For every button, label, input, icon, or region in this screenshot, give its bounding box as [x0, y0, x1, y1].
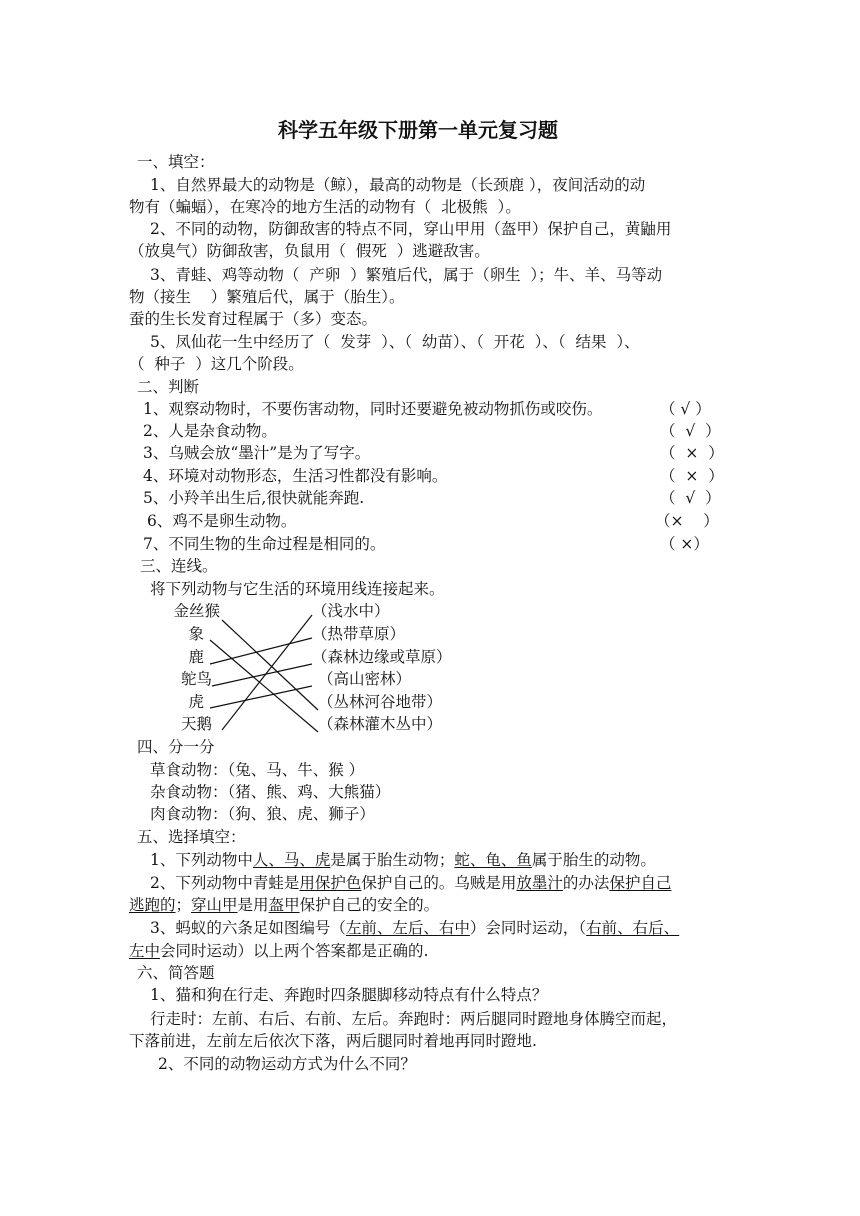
short-answer-line: 1、猫和狗在行走、奔跑时四条腿脚移动特点有什么特点？ — [150, 986, 548, 1004]
section-judge-heading: 二、判断 — [137, 378, 200, 396]
judge-item-mark: （ √ ） — [660, 489, 721, 507]
fill-line: 物有（蝙蝠），在寒冷的地方生活的动物有（ 北极熊 ）。 — [129, 198, 521, 216]
habitat-jungle-valley: （丛林河谷地带） — [318, 693, 443, 711]
judge-item-mark: （ × ） — [660, 444, 724, 462]
habitat-forest-shrub: （森林灌木丛中） — [318, 715, 443, 733]
judge-item-text: 2、人是杂食动物。 — [143, 422, 277, 440]
judge-item-text: 3、乌贼会放“墨汁”是为了写字。 — [143, 444, 371, 462]
animal-swan: 天鹅 — [180, 715, 212, 733]
habitat-forest-edge: （森林边缘或草原） — [312, 648, 452, 666]
judge-item-mark: （ √ ） — [660, 422, 721, 440]
match-line — [222, 620, 318, 710]
match-instruction: 将下列动物与它生活的环境用线连接起来。 — [150, 580, 445, 598]
section-fill-heading: 一、填空： — [137, 153, 215, 171]
match-line — [212, 664, 312, 686]
habitat-shallow-water: （浅水中） — [312, 602, 390, 620]
choice-line: 1、下列动物中人、马、虎是属于胎生动物；蛇、龟、鱼属于胎生的动物。 — [150, 851, 656, 869]
fill-line: 1、自然界最大的动物是（鲸），最高的动物是（长颈鹿 ），夜间活动的动 — [150, 176, 646, 194]
habitat-tropical-grassland: （热带草原） — [312, 625, 406, 643]
judge-item-text: 1、观察动物时，不要伤害动物，同时还要避免被动物抓伤或咬伤。 — [143, 400, 603, 418]
section-choice-heading: 五、选择填空： — [137, 828, 246, 846]
short-answer-line: 2、不同的动物运动方式为什么不同？ — [158, 1055, 416, 1073]
choice-line: 2、下列动物中青蛙是用保护色保护自己的。乌贼是用放墨汁的办法保护自己 — [150, 874, 672, 892]
classify-line: 肉食动物：（狗、狼、虎、狮子） — [150, 805, 375, 823]
animal-deer: 鹿 — [188, 648, 204, 666]
fill-line: 3、青蛙、鸡等动物（ 产卵 ）繁殖后代，属于（卵生 ）；牛、羊、马等动 — [150, 266, 663, 284]
match-line — [210, 638, 312, 664]
judge-item-text: 6、鸡不是卵生动物。 — [147, 512, 297, 530]
animal-ostrich: 鸵鸟 — [180, 670, 212, 688]
judge-item-text: 7、不同生物的生命过程是相同的。 — [143, 535, 386, 553]
match-line — [222, 615, 312, 730]
short-answer-line: 下落前进，左前左后依次下落，两后腿同时着地再同时蹬地. — [129, 1032, 537, 1050]
judge-item-mark: （× ） — [655, 512, 719, 530]
fill-line: 物（接生 ）繁殖后代，属于（胎生）。 — [129, 288, 405, 306]
choice-line: 左中会同时运动）以上两个答案都是正确的. — [129, 942, 429, 960]
animal-elephant: 象 — [188, 625, 204, 643]
classify-line: 杂食动物：（猪、熊、鸡、大熊猫） — [150, 783, 391, 801]
judge-item-mark: （ √ ） — [660, 400, 711, 418]
choice-line: 逃跑的；穿山甲是用盔甲保护自己的安全的。 — [129, 896, 440, 914]
short-answer-line: 行走时：左前、右后、右前、左后。奔跑时：两后腿同时蹬地身体腾空而起， — [150, 1010, 678, 1028]
page-title: 科学五年级下册第一单元复习题 — [278, 118, 558, 142]
fill-line: 5、凤仙花一生中经历了（ 发芽 ）、（ 幼苗）、（ 开花 ）、（ 结果 ）、 — [150, 333, 640, 351]
choice-line: 3、蚂蚁的六条足如图编号（左前、左后、右中）会同时运动，（右前、右后、 — [150, 919, 680, 937]
section-classify-heading: 四、分一分 — [137, 738, 215, 756]
match-line — [210, 640, 318, 732]
fill-line: （放臭气）防御敌害，负鼠用（ 假死 ）逃避敌害。 — [129, 242, 490, 260]
fill-line: 蚕的生长发育过程属于（多）变态。 — [129, 310, 378, 328]
judge-item-text: 5、小羚羊出生后,很快就能奔跑. — [143, 489, 365, 507]
judge-item-text: 4、环境对动物形态，生活习性都没有影响。 — [143, 467, 448, 485]
section-match-heading: 三、连线。 — [140, 557, 218, 575]
fill-line: （ 种子 ）这几个阶段。 — [129, 355, 304, 373]
match-line — [210, 686, 312, 708]
classify-line: 草食动物：（兔、马、牛、猴 ） — [150, 761, 365, 779]
fill-line: 2、不同的动物，防御敌害的特点不同，穿山甲用（盔甲）保护自己，黄鼬用 — [150, 220, 672, 238]
section-short-answer-heading: 六、简答题 — [137, 964, 215, 982]
habitat-mountain-forest: （高山密林） — [318, 670, 412, 688]
animal-tiger: 虎 — [188, 693, 204, 711]
animal-golden-monkey: 金丝猴 — [173, 602, 220, 620]
judge-item-mark: （ × ） — [660, 467, 724, 485]
judge-item-mark: （ ×） — [660, 535, 709, 553]
